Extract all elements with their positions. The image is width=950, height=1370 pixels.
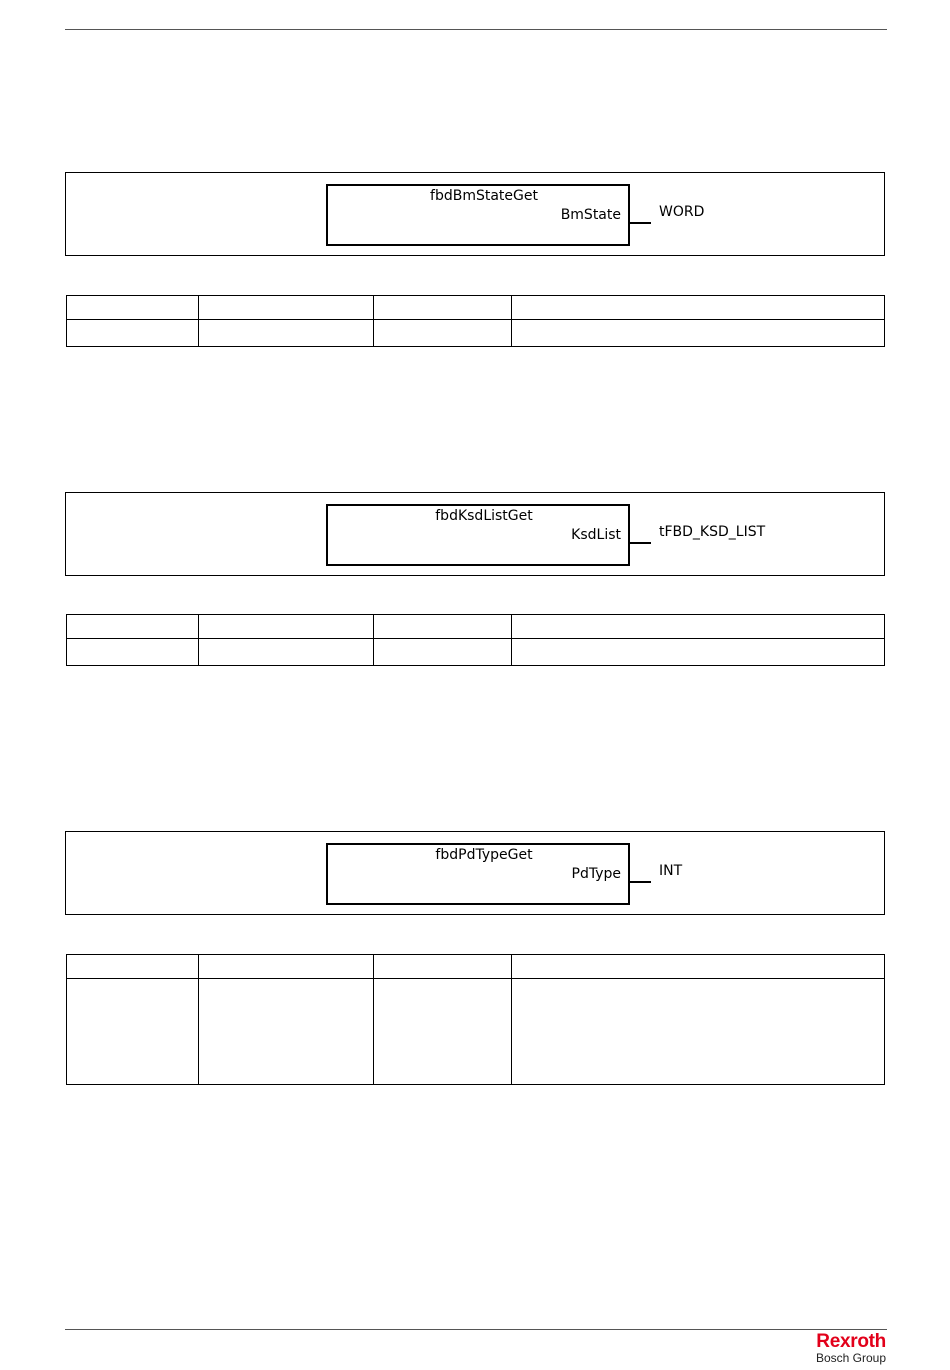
table-cell — [374, 296, 512, 320]
table-cell — [512, 979, 885, 1085]
parameter-table-ksdlist — [66, 614, 885, 666]
table-cell — [67, 320, 199, 347]
table-cell — [67, 615, 199, 639]
rexroth-logo — [816, 1332, 886, 1365]
table-cell — [374, 320, 512, 347]
brand-group: Bosch Group — [815, 1351, 886, 1365]
table-cell — [67, 296, 199, 320]
output-wire — [630, 881, 651, 883]
function-block-box — [326, 184, 630, 246]
output-wire — [630, 542, 651, 544]
function-block-name: fbdBmStateGet — [430, 188, 538, 204]
output-type-label: tFBD_KSD_LIST — [659, 524, 766, 540]
parameter-table-bmstate — [66, 295, 885, 347]
output-port-label: KsdList — [571, 527, 621, 543]
table-cell — [374, 615, 512, 639]
table-cell — [374, 979, 512, 1085]
footer-rule — [65, 1329, 887, 1330]
table-cell — [199, 955, 374, 979]
output-port-label: PdType — [571, 866, 621, 882]
table-cell — [374, 639, 512, 666]
function-block-box — [326, 504, 630, 566]
function-block-box — [326, 843, 630, 905]
table-cell — [199, 615, 374, 639]
table-cell — [199, 639, 374, 666]
table-row — [67, 639, 885, 666]
table-header-row — [67, 615, 885, 639]
function-block-name: fbdPdTypeGet — [435, 847, 533, 863]
header-rule — [65, 29, 887, 30]
table-cell — [199, 320, 374, 347]
output-type-label: INT — [659, 863, 683, 879]
output-type-label: WORD — [659, 204, 705, 220]
table-row — [67, 320, 885, 347]
table-cell — [512, 320, 885, 347]
table-cell — [67, 979, 199, 1085]
table-header-row — [67, 296, 885, 320]
function-block-name: fbdKsdListGet — [435, 508, 533, 524]
table-cell — [512, 615, 885, 639]
brand-name: Rexroth — [816, 1331, 886, 1352]
output-wire — [630, 222, 651, 224]
table-cell — [199, 979, 374, 1085]
parameter-table-pdtype — [66, 954, 885, 1085]
table-header-row — [67, 955, 885, 979]
function-block-diagram-pdtype — [65, 831, 885, 915]
function-block-diagram-bmstate — [65, 172, 885, 256]
table-cell — [512, 639, 885, 666]
table-row — [67, 979, 885, 1085]
table-cell — [374, 955, 512, 979]
table-cell — [512, 296, 885, 320]
table-cell — [67, 639, 199, 666]
output-port-label: BmState — [560, 207, 621, 223]
table-cell — [199, 296, 374, 320]
table-cell — [67, 955, 199, 979]
function-block-diagram-ksdlist — [65, 492, 885, 576]
table-cell — [512, 955, 885, 979]
